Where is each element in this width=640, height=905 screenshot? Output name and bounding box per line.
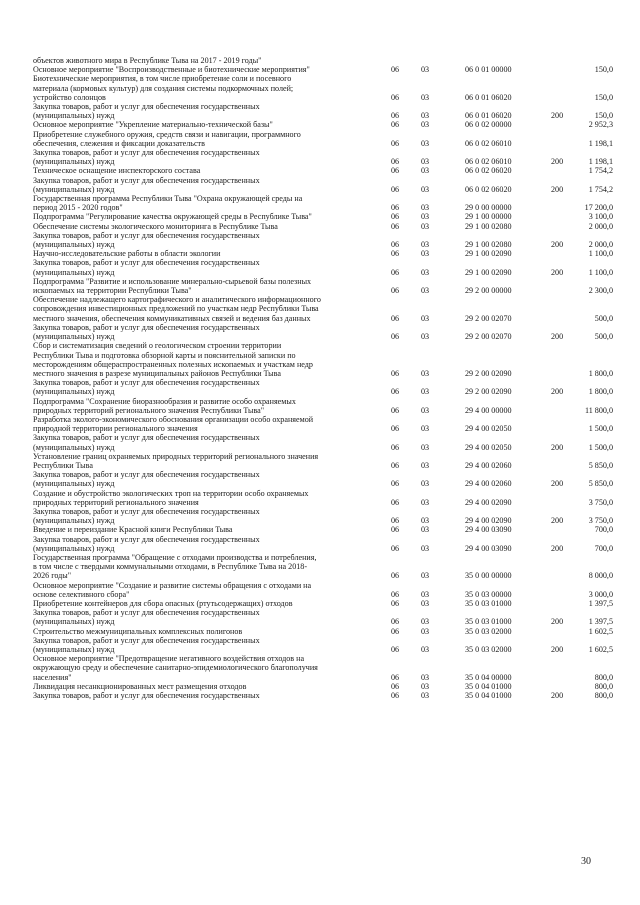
target-article-cell: 29 4 00 02060 (465, 479, 512, 489)
table-row (33, 581, 613, 599)
item-name-cell: Закупка товаров, работ и услуг для обеспечения государственных (муниципальных) нужд (33, 148, 260, 167)
table-row (33, 636, 613, 654)
amount-cell: 1 397,5 (588, 598, 613, 608)
podrazdel-cell: 03 (421, 313, 430, 323)
razdel-cell: 06 (391, 240, 400, 250)
razdel-cell: 06 (391, 497, 400, 507)
table-row (33, 415, 613, 433)
podrazdel-cell: 03 (421, 203, 430, 213)
table-row (33, 130, 613, 148)
razdel-cell: 06 (391, 571, 400, 581)
podrazdel-cell: 03 (421, 598, 430, 608)
item-name-cell: Закупка товаров, работ и услуг для обеспечения государственных (муниципальных) нужд (33, 175, 260, 194)
table-row (33, 525, 613, 534)
table-row (33, 212, 613, 221)
target-article-cell: 35 0 00 00000 (465, 571, 512, 581)
podrazdel-cell: 03 (421, 626, 430, 636)
amount-cell: 150,0 (594, 92, 613, 102)
amount-cell: 150,0 (594, 65, 613, 75)
target-article-cell: 29 4 00 03090 (465, 525, 512, 535)
podrazdel-cell: 03 (421, 442, 430, 452)
podrazdel-cell: 03 (421, 617, 430, 627)
page-number: 30 (581, 856, 591, 867)
amount-cell: 1 500,0 (588, 424, 613, 434)
item-name-cell: Закупка товаров, работ и услуг для обеспечения государственных (муниципальных) нужд (33, 534, 260, 553)
razdel-cell: 06 (391, 442, 400, 452)
item-name-cell: Закупка товаров, работ и услуг для обеспечения государственных (муниципальных) нужд (33, 378, 260, 397)
expense-type-cell: 200 (551, 442, 564, 452)
item-name-cell: Основное мероприятие "Воспроизводственные и биотехнические мероприятия" (33, 65, 310, 75)
table-row (33, 176, 613, 194)
podrazdel-cell: 03 (421, 405, 430, 415)
item-name-cell: Строительство межмуниципальных комплексных полигонов (33, 626, 243, 636)
target-article-cell: 29 1 00 02090 (465, 267, 512, 277)
podrazdel-cell: 03 (421, 424, 430, 434)
razdel-cell: 06 (391, 525, 400, 535)
podrazdel-cell: 03 (421, 497, 430, 507)
amount-cell: 2 000,0 (588, 240, 613, 250)
target-article-cell: 29 1 00 02090 (465, 249, 512, 259)
podrazdel-cell: 03 (421, 138, 430, 148)
target-article-cell: 29 1 00 02080 (465, 221, 512, 231)
item-name-cell: Приобретение контейнеров для сбора опасных (ртутьсодержащих) отходов (33, 598, 293, 608)
item-name-cell: Закупка товаров, работ и услуг для обеспечения государственных (муниципальных) нужд (33, 506, 260, 526)
table-row (33, 341, 613, 378)
target-article-cell: 29 2 00 00000 (465, 286, 512, 296)
razdel-cell: 06 (391, 157, 400, 167)
amount-cell: 17 200,0 (584, 203, 613, 213)
razdel-cell: 06 (391, 479, 400, 489)
podrazdel-cell: 03 (421, 525, 430, 535)
table-row (33, 295, 613, 323)
item-name-cell: Закупка товаров, работ и услуг для обеспечения государственных (муниципальных) нужд (33, 608, 260, 627)
expense-type-cell: 200 (551, 267, 564, 277)
razdel-cell: 06 (391, 249, 400, 259)
podrazdel-cell: 03 (421, 681, 430, 691)
razdel-cell: 06 (391, 543, 400, 553)
table-row (33, 553, 613, 581)
razdel-cell: 06 (391, 221, 400, 231)
table-row (33, 258, 613, 276)
table-row (33, 627, 613, 636)
amount-cell: 500,0 (594, 313, 613, 323)
podrazdel-cell: 03 (421, 460, 430, 470)
table-row (33, 277, 613, 295)
table-row (33, 222, 613, 231)
amount-cell: 800,0 (594, 691, 613, 701)
podrazdel-cell: 03 (421, 672, 430, 682)
razdel-cell: 06 (391, 460, 400, 470)
podrazdel-cell: 03 (421, 166, 430, 176)
expense-type-cell: 200 (551, 111, 564, 121)
amount-cell: 3 000,0 (588, 589, 613, 599)
target-article-cell: 35 0 03 02000 (465, 626, 512, 636)
target-article-cell: 29 1 00 00000 (465, 212, 512, 222)
podrazdel-cell: 03 (421, 543, 430, 553)
item-name-cell: Закупка товаров, работ и услуг для обеспечения государственных (муниципальных) нужд (33, 433, 260, 452)
target-article-cell: 35 0 04 01000 (465, 681, 512, 691)
expense-type-cell: 200 (551, 516, 564, 526)
item-name-cell: Закупка товаров, работ и услуг для обеспечения государственных (муниципальных) нужд (33, 322, 260, 342)
podrazdel-cell: 03 (421, 516, 430, 526)
amount-cell: 700,0 (594, 525, 613, 535)
table-row (33, 397, 613, 415)
razdel-cell: 06 (391, 203, 400, 213)
target-article-cell: 29 2 00 02070 (465, 332, 512, 342)
item-name-cell: Основное мероприятие "Создание и развитие системы обращения с отходами на основе селективного сбора" (33, 580, 312, 599)
item-name-cell: Установление границ охраняемых природных территорий регионального значения Республики Тыва (33, 451, 319, 470)
expense-type-cell: 200 (551, 617, 564, 627)
target-article-cell: 29 4 00 02050 (465, 442, 512, 452)
podrazdel-cell: 03 (421, 184, 430, 194)
target-article-cell: 29 4 00 02050 (465, 424, 512, 434)
razdel-cell: 06 (391, 212, 400, 222)
target-article-cell: 06 0 01 06020 (465, 111, 512, 121)
target-article-cell: 29 4 00 02090 (465, 497, 512, 507)
podrazdel-cell: 03 (421, 589, 430, 599)
razdel-cell: 06 (391, 92, 400, 102)
item-name-cell: Закупка товаров, работ и услуг для обеспечения государственных (муниципальных) нужд (33, 635, 260, 654)
razdel-cell: 06 (391, 267, 400, 277)
podrazdel-cell: 03 (421, 120, 430, 130)
expense-type-cell: 200 (551, 691, 564, 701)
item-name-cell: Обеспечение надлежащего картографического и аналитического информационного сопровождения инвестиционных предложений по участкам недр Республики Тыва местного значения, обеспечения коммуникативных связей и ведения баз данных (33, 295, 321, 323)
razdel-cell: 06 (391, 184, 400, 194)
item-name-cell: Разработка эколого-экономического обоснования организации особо охраняемой природной территории регионального значения (33, 414, 314, 434)
item-name-cell: объектов животного мира в Республике Тыва на 2017 - 2019 годы" (33, 56, 262, 65)
item-name-cell: Приобретение служебного оружия, средств связи и навигации, программного обеспечения, слежения и фиксации доказательств (33, 129, 301, 148)
budget-table (33, 56, 613, 700)
razdel-cell: 06 (391, 332, 400, 342)
razdel-cell: 06 (391, 681, 400, 691)
podrazdel-cell: 03 (421, 691, 430, 701)
razdel-cell: 06 (391, 645, 400, 654)
razdel-cell: 06 (391, 138, 400, 148)
target-article-cell: 35 0 04 00000 (465, 672, 512, 682)
target-article-cell: 29 2 00 02090 (465, 387, 512, 397)
razdel-cell: 06 (391, 672, 400, 682)
target-article-cell: 35 0 03 00000 (465, 589, 512, 599)
amount-cell: 2 952,3 (588, 120, 613, 130)
amount-cell: 1 800,0 (588, 368, 613, 378)
podrazdel-cell: 03 (421, 157, 430, 167)
table-row (33, 470, 613, 488)
table-row (33, 166, 613, 175)
target-article-cell: 29 2 00 02070 (465, 313, 512, 323)
amount-cell: 800,0 (594, 672, 613, 682)
table-row (33, 102, 613, 120)
table-row (33, 599, 613, 608)
podrazdel-cell: 03 (421, 267, 430, 277)
amount-cell: 11 800,0 (584, 405, 613, 415)
podrazdel-cell: 03 (421, 65, 430, 75)
table-row (33, 249, 613, 258)
target-article-cell: 29 4 00 02060 (465, 460, 512, 470)
target-article-cell: 35 0 03 02000 (465, 645, 512, 654)
razdel-cell: 06 (391, 313, 400, 323)
table-row (33, 507, 613, 525)
target-article-cell: 29 4 00 03090 (465, 543, 512, 553)
item-name-cell: Научно-исследовательские работы в области экологии (33, 249, 221, 259)
amount-cell: 3 100,0 (588, 212, 613, 222)
razdel-cell: 06 (391, 598, 400, 608)
target-article-cell: 29 4 00 02090 (465, 516, 512, 526)
razdel-cell: 06 (391, 166, 400, 176)
target-article-cell: 06 0 02 06010 (465, 138, 512, 148)
table-row (33, 608, 613, 626)
table-row (33, 194, 613, 212)
table-row (33, 654, 613, 682)
target-article-cell: 29 2 00 02090 (465, 368, 512, 378)
table-row (33, 65, 613, 74)
amount-cell: 2 000,0 (588, 221, 613, 231)
target-article-cell: 06 0 01 06020 (465, 92, 512, 102)
table-row (33, 148, 613, 166)
razdel-cell: 06 (391, 589, 400, 599)
podrazdel-cell: 03 (421, 240, 430, 250)
target-article-cell: 29 0 00 00000 (465, 203, 512, 213)
item-name-cell: Обеспечение системы экологического мониторинга в Республике Тыва (33, 221, 278, 231)
amount-cell: 5 850,0 (588, 460, 613, 470)
amount-cell: 1 198,1 (588, 138, 613, 148)
amount-cell: 5 850,0 (588, 479, 613, 489)
podrazdel-cell: 03 (421, 249, 430, 259)
target-article-cell: 06 0 02 06020 (465, 166, 512, 176)
amount-cell: 1 754,2 (588, 184, 613, 194)
table-row (33, 74, 613, 102)
amount-cell: 500,0 (594, 332, 613, 342)
table-row (33, 535, 613, 553)
table-row (33, 691, 613, 700)
target-article-cell: 35 0 04 01000 (465, 691, 512, 701)
target-article-cell: 06 0 01 00000 (465, 65, 512, 75)
table-row (33, 56, 613, 65)
table-row (33, 682, 613, 691)
item-name-cell: Введение и переиздание Красной книги Республики Тыва (33, 525, 233, 535)
target-article-cell: 29 4 00 00000 (465, 405, 512, 415)
item-name-cell: Закупка товаров, работ и услуг для обеспечения государственных (муниципальных) нужд (33, 258, 260, 277)
target-article-cell: 06 0 02 00000 (465, 120, 512, 130)
expense-type-cell: 200 (551, 157, 564, 167)
amount-cell: 700,0 (594, 543, 613, 553)
amount-cell: 1 500,0 (588, 442, 613, 452)
amount-cell: 150,0 (594, 111, 613, 121)
razdel-cell: 06 (391, 424, 400, 434)
item-name-cell: Основное мероприятие "Предотвращение негативного воздействия отходов на окружающую среду и обеспечение санитарно-эпидемиологического благополучия населения" (33, 654, 318, 682)
razdel-cell: 06 (391, 120, 400, 130)
target-article-cell: 35 0 03 01000 (465, 617, 512, 627)
target-article-cell: 06 0 02 06020 (465, 184, 512, 194)
table-row (33, 433, 613, 451)
item-name-cell: Основное мероприятие "Укрепление материально-технической базы" (33, 120, 273, 130)
amount-cell: 1 754,2 (588, 166, 613, 176)
item-name-cell: Создание и обустройство экологических троп на территории особо охраняемых природных территорий регионального значения (33, 488, 309, 507)
table-row (33, 323, 613, 341)
amount-cell: 3 750,0 (588, 497, 613, 507)
table-row (33, 452, 613, 470)
table-row (33, 231, 613, 249)
amount-cell: 1 198,1 (588, 157, 613, 167)
item-name-cell: Государственная программа "Обращение с отходами производства и потребления, в том числе с твердыми коммунальными отходами, в Республике Тыва на 2018- 2026 годы" (33, 552, 317, 581)
expense-type-cell: 200 (551, 479, 564, 489)
podrazdel-cell: 03 (421, 645, 430, 654)
target-article-cell: 35 0 03 01000 (465, 598, 512, 608)
razdel-cell: 06 (391, 286, 400, 296)
podrazdel-cell: 03 (421, 111, 430, 121)
expense-type-cell: 200 (551, 387, 564, 397)
amount-cell: 8 000,0 (588, 571, 613, 581)
item-name-cell: Биотехнические мероприятия, в том числе приобретение соли и посевного материала (кормовых культур) для создания системы подкормочных полей; устройство солонцов (33, 74, 294, 102)
amount-cell: 1 100,0 (588, 267, 613, 277)
item-name-cell: Закупка товаров, работ и услуг для обеспечения государственных (муниципальных) нужд (33, 102, 260, 121)
amount-cell: 1 602,5 (588, 645, 613, 654)
amount-cell: 1 100,0 (588, 249, 613, 259)
amount-cell: 2 300,0 (588, 286, 613, 296)
amount-cell: 800,0 (594, 681, 613, 691)
expense-type-cell: 200 (551, 240, 564, 250)
expense-type-cell: 200 (551, 184, 564, 194)
expense-type-cell: 200 (551, 543, 564, 553)
podrazdel-cell: 03 (421, 212, 430, 222)
podrazdel-cell: 03 (421, 479, 430, 489)
amount-cell: 1 397,5 (588, 617, 613, 627)
item-name-cell: Закупка товаров, работ и услуг для обеспечения государственных (33, 691, 260, 701)
item-name-cell: Закупка товаров, работ и услуг для обеспечения государственных (муниципальных) нужд (33, 470, 260, 489)
razdel-cell: 06 (391, 691, 400, 701)
item-name-cell: Ликвидация несанкционированных мест размещения отходов (33, 681, 247, 691)
table-row (33, 120, 613, 129)
podrazdel-cell: 03 (421, 286, 430, 296)
amount-cell: 1 800,0 (588, 387, 613, 397)
expense-type-cell: 200 (551, 645, 564, 654)
razdel-cell: 06 (391, 617, 400, 627)
target-article-cell: 29 1 00 02080 (465, 240, 512, 250)
table-row (33, 378, 613, 396)
razdel-cell: 06 (391, 516, 400, 526)
item-name-cell: Сбор и систематизация сведений о геологическом строении территории Республики Тыва и подготовка обзорной карты и пояснительной записки по месторождениям общераспространенных полезных ископаемых и участкам недр местного значения в разрезе муниципальных районов Республики Тыва (33, 341, 313, 378)
target-article-cell: 06 0 02 06010 (465, 157, 512, 167)
razdel-cell: 06 (391, 111, 400, 121)
item-name-cell: Государственная программа Республики Тыва "Охрана окружающей среды на период 2015 - 2020 годов" (33, 194, 303, 213)
podrazdel-cell: 03 (421, 368, 430, 378)
amount-cell: 1 602,5 (588, 626, 613, 636)
razdel-cell: 06 (391, 65, 400, 75)
item-name-cell: Техническое оснащение инспекторского состава (33, 166, 201, 176)
item-name-cell: Подпрограмма "Регулирование качества окружающей среды в Республике Тыва" (33, 212, 312, 222)
item-name-cell: Закупка товаров, работ и услуг для обеспечения государственных (муниципальных) нужд (33, 230, 260, 250)
podrazdel-cell: 03 (421, 571, 430, 581)
amount-cell: 3 750,0 (588, 516, 613, 526)
razdel-cell: 06 (391, 405, 400, 415)
podrazdel-cell: 03 (421, 92, 430, 102)
podrazdel-cell: 03 (421, 221, 430, 231)
razdel-cell: 06 (391, 626, 400, 636)
razdel-cell: 06 (391, 368, 400, 378)
podrazdel-cell: 03 (421, 332, 430, 342)
item-name-cell: Подпрограмма "Сохранение биоразнообразия и развитие особо охраняемых природных территорий регионального значения Республики Тыва" (33, 396, 296, 415)
podrazdel-cell: 03 (421, 387, 430, 397)
razdel-cell: 06 (391, 387, 400, 397)
item-name-cell: Подпрограмма "Развитие и использование минерально-сырьевой базы полезных ископаемых на территории Республики Тыва" (33, 276, 312, 296)
table-row (33, 489, 613, 507)
expense-type-cell: 200 (551, 332, 564, 342)
